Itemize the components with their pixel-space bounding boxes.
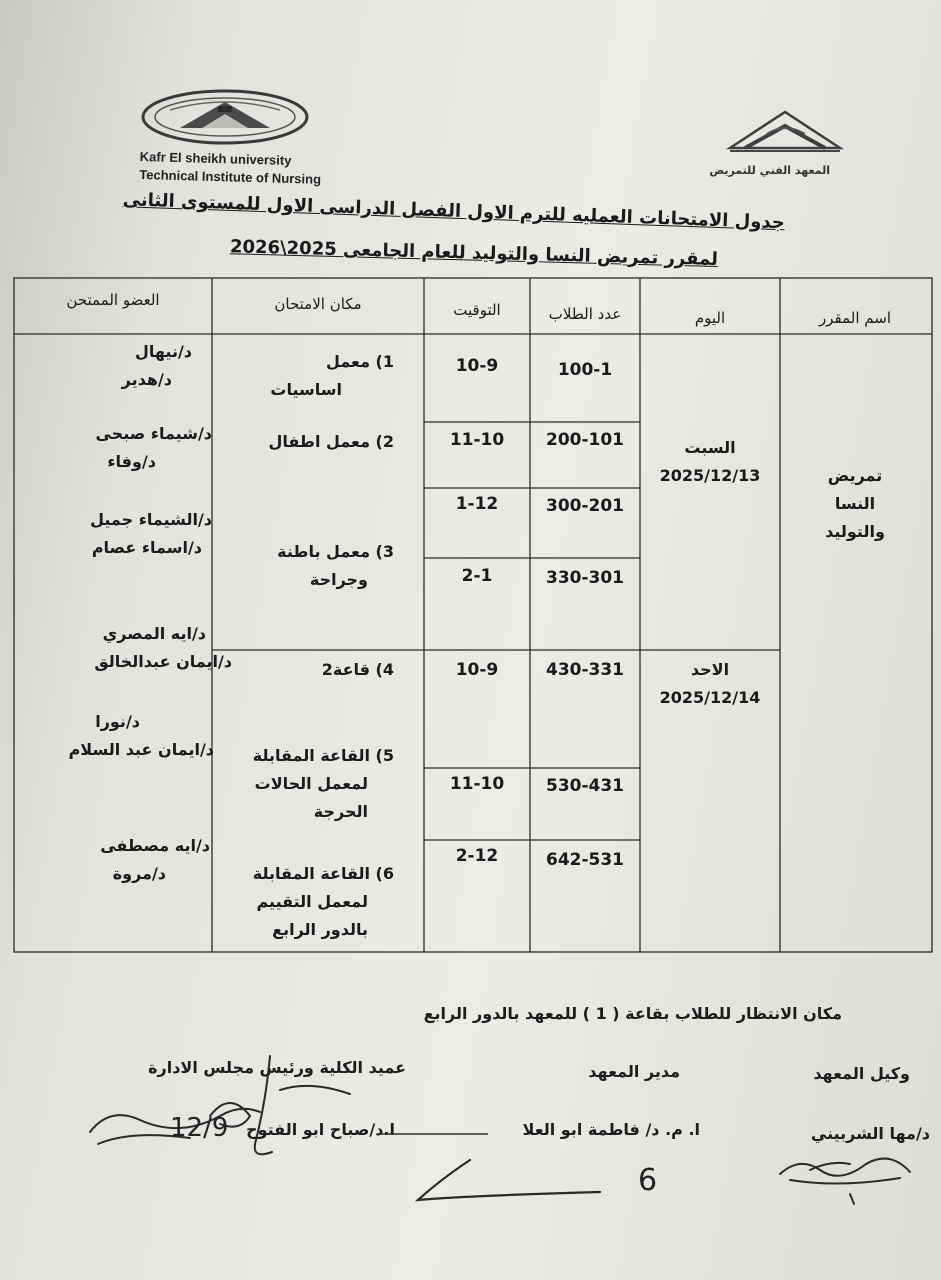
students-range: 530-431: [545, 776, 625, 796]
examiner-name: د/وفاء: [107, 452, 156, 471]
place-line: 3) معمل باطنة: [277, 542, 394, 561]
director-name: ا. م. د/ فاطمة ابو العلا: [522, 1120, 700, 1139]
time-slot: 2-12: [455, 846, 499, 866]
vice-dean-title: وكيل المعهد: [813, 1064, 910, 1083]
examiner-name: د/ايه المصري: [102, 624, 206, 643]
examiners: [16, 338, 192, 394]
place-line: 1) معمل: [326, 352, 394, 371]
schedule-subtitle: لمقرر تمريض النسا والتوليد للعام الجامعى 2025\2026: [229, 236, 719, 271]
header-day: اليوم: [694, 309, 726, 327]
day-name: السبت: [684, 438, 736, 457]
examiner-name: د/مروة: [112, 864, 166, 883]
header-examiner: العضو الممتحن: [66, 291, 160, 309]
handwritten-mark: 6: [638, 1163, 658, 1198]
examiner-name: د/ايمان عبدالخالق: [94, 652, 232, 671]
institute-name-ar: المعهد الفني للتمريض: [709, 164, 830, 177]
place-line: 5) القاعة المقابلة: [252, 746, 394, 765]
students-range: 330-301: [545, 568, 625, 588]
course-name-line: النسا: [834, 494, 876, 513]
time-slot: 1-12: [455, 494, 499, 514]
examiners: [16, 620, 232, 676]
examiner-name: د/هدير: [121, 370, 172, 389]
dean-name: ا.د/صباح ابو الفتوح: [246, 1120, 395, 1139]
time-slot: 10-9: [455, 356, 499, 376]
day-date: 2025/12/13: [659, 466, 761, 485]
day-name: الاحد: [690, 660, 730, 679]
examiners: [16, 420, 212, 476]
institute-logo: [725, 104, 845, 156]
day-saturday: [640, 434, 780, 490]
dean-title: عميد الكلية ورئيس مجلس الادارة: [148, 1058, 406, 1077]
schedule-title: جدول الامتحانات العمليه للترم الاول الفصل الدراسى الاول للمستوى الثانى: [122, 189, 786, 234]
place-line: 6) القاعة المقابلة: [252, 864, 394, 883]
place-line: بالدور الرابع: [272, 920, 368, 939]
exam-place: [222, 428, 394, 456]
exam-place: [222, 860, 394, 944]
examiner-name: د/ايه مصطفى: [100, 836, 210, 855]
header-place: مكان الامتحان: [274, 295, 362, 313]
handwritten-date: 12/9: [170, 1113, 229, 1143]
place-line: 2) معمل اطفال: [268, 432, 394, 451]
examiner-name: د/نيهال: [134, 342, 192, 361]
students-range: 642-531: [545, 850, 625, 870]
students-range: 430-331: [545, 660, 625, 680]
examiner-name: د/الشيماء جميل: [90, 510, 212, 529]
waiting-location: مكان الانتظار للطلاب بقاعة ( 1 ) للمعهد بالدور الرابع: [423, 1004, 842, 1023]
place-line: الحرجة: [313, 802, 368, 821]
time-slot: 2-1: [461, 566, 493, 586]
place-line: وجراحة: [309, 570, 368, 589]
examiner-name: د/نورا: [95, 712, 140, 731]
students-range: 100-1: [557, 360, 613, 380]
examiners: [16, 506, 212, 562]
vice-dean-name: د/مها الشربيني: [810, 1124, 930, 1143]
director-title: مدير المعهد: [588, 1062, 680, 1081]
header-course: اسم المقرر: [818, 309, 891, 327]
exam-schedule-table: [12, 276, 934, 954]
vice-dean-signature: [770, 1140, 920, 1210]
university-logo: [140, 88, 310, 146]
university-name: [139, 148, 322, 189]
place-line: 4) قاعة2: [321, 660, 394, 679]
day-sunday: [640, 656, 780, 712]
exam-place: [222, 538, 394, 594]
course-name-line: تمريض: [827, 466, 883, 485]
exam-place: [222, 348, 394, 404]
time-slot: 10-9: [455, 660, 499, 680]
course-name: [780, 462, 930, 546]
examiner-name: د/ايمان عبد السلام: [68, 740, 214, 759]
exam-place: [222, 656, 394, 684]
examiners: [16, 832, 210, 888]
director-signature: [400, 1150, 700, 1220]
students-range: 200-101: [545, 430, 625, 450]
university-name-en: Kafr El sheikh university: [139, 148, 292, 168]
institute-name-en: Technical Institute of Nursing: [139, 166, 322, 187]
students-range: 300-201: [545, 496, 625, 516]
day-date: 2025/12/14: [659, 688, 761, 707]
examiners: [16, 708, 214, 764]
examiner-name: د/اسماء عصام: [91, 538, 202, 557]
header-time: التوقيت: [453, 301, 501, 319]
place-line: لمعمل الحالات: [254, 774, 368, 793]
examiner-name: د/شيماء صبحى: [95, 424, 212, 443]
time-slot: 11-10: [449, 774, 505, 794]
course-name-line: والتوليد: [825, 522, 885, 541]
exam-place: [222, 742, 394, 826]
header-students: عدد الطلاب: [548, 305, 622, 323]
dean-signature: [70, 1020, 410, 1200]
place-line: لمعمل التقييم: [256, 892, 368, 911]
place-line: اساسيات: [270, 380, 342, 399]
time-slot: 11-10: [449, 430, 505, 450]
